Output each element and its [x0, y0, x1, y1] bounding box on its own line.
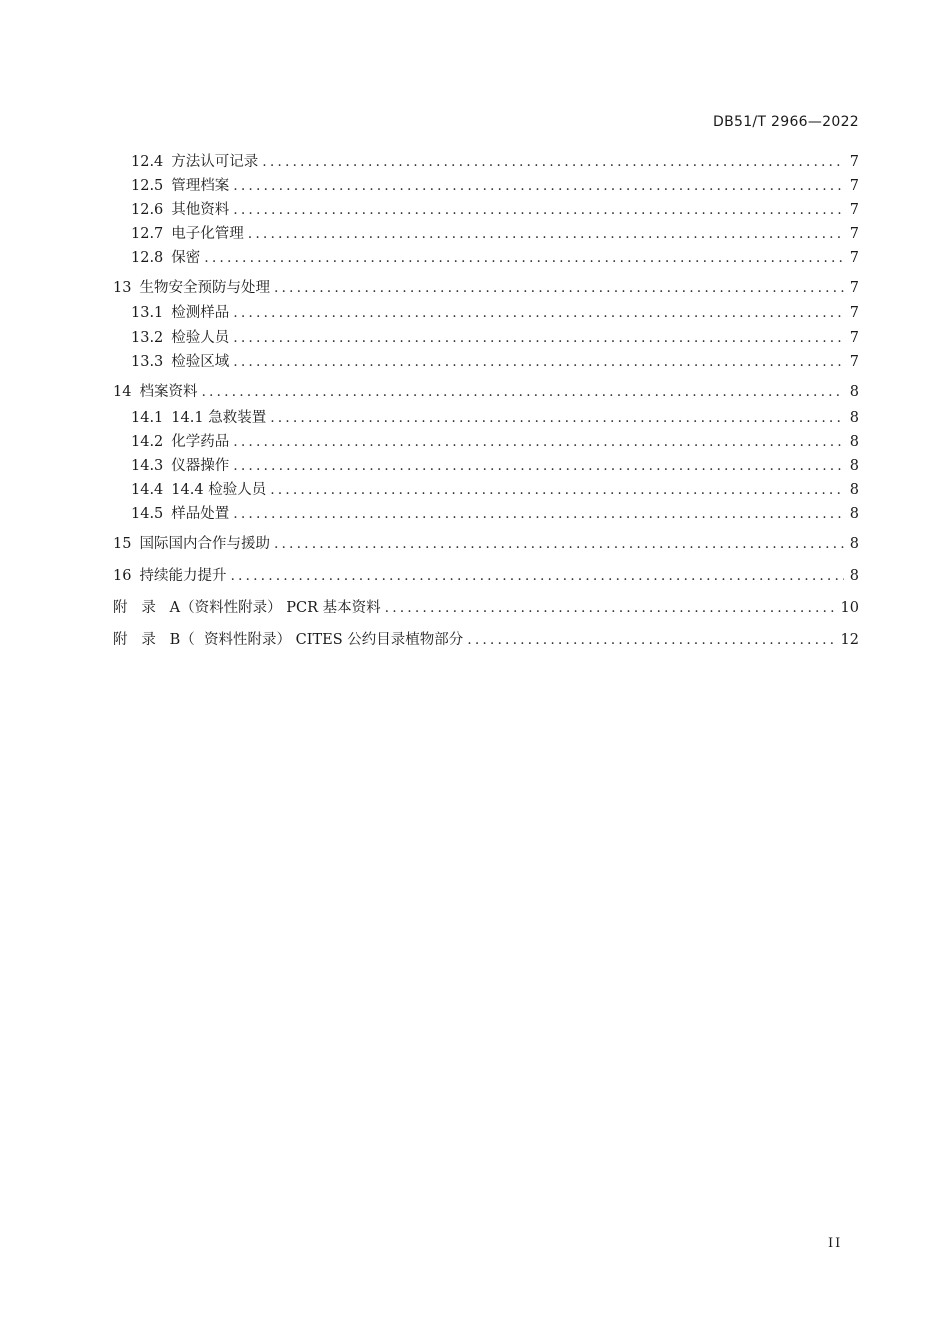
toc-title: 电子化管理 [171, 226, 244, 242]
toc-number: 12.8 [131, 250, 164, 266]
toc-entry-14[interactable] [113, 381, 859, 403]
toc-title: 保密 [171, 250, 201, 266]
toc-number: 14.1 [131, 410, 164, 426]
toc-leader [233, 503, 843, 525]
toc-title: 其他资料 [171, 202, 230, 218]
page-number: II [828, 1236, 843, 1251]
toc-number: 13.3 [131, 354, 164, 370]
toc-title: 检验人员 [171, 330, 230, 346]
toc-leader [270, 407, 844, 429]
toc-page: 12 [840, 632, 859, 648]
toc-title: 方法认可记录 [171, 154, 259, 170]
toc-leader [233, 455, 843, 477]
toc-title: 检测样品 [171, 305, 230, 321]
toc-entry-13[interactable] [113, 277, 859, 299]
toc-leader [233, 175, 843, 197]
toc-number: 15 [113, 536, 132, 552]
toc-number: 13 [113, 280, 132, 296]
toc-leader [262, 151, 843, 173]
toc-page: 7 [849, 354, 859, 370]
toc-title: 国际国内合作与援助 [139, 536, 270, 552]
toc-entry-14-4[interactable] [131, 479, 859, 501]
toc-leader [201, 381, 843, 403]
toc-entry-14-3[interactable] [131, 455, 859, 477]
toc-entry-13-2[interactable] [131, 327, 859, 349]
toc-page: 8 [849, 410, 859, 426]
toc-title: 持续能力提升 [139, 568, 227, 584]
toc-page: 8 [849, 568, 859, 584]
toc-number: 14.4 [131, 482, 164, 498]
toc-leader [270, 479, 844, 501]
toc-page: 7 [849, 202, 859, 218]
toc-title: 14.1 急救装置 [171, 410, 267, 426]
toc-entry-13-3[interactable] [131, 351, 859, 373]
toc-title: 管理档案 [171, 178, 230, 194]
toc-number: 12.4 [131, 154, 164, 170]
document-code: DB51/T 2966—2022 [713, 114, 859, 130]
toc-leader [233, 327, 843, 349]
toc-entry-16[interactable] [113, 565, 859, 587]
toc-number: 14.3 [131, 458, 164, 474]
toc-entry-12-5[interactable] [131, 175, 859, 197]
toc-number: 13.1 [131, 305, 164, 321]
toc-leader [248, 223, 844, 245]
toc-entry-appendix-a[interactable] [113, 597, 859, 619]
toc-entry-12-8[interactable] [131, 247, 859, 269]
toc-number: 14.2 [131, 434, 164, 450]
toc-page: 8 [849, 482, 859, 498]
toc-entry-14-2[interactable] [131, 431, 859, 453]
toc-leader [204, 247, 843, 269]
toc-page: 7 [849, 226, 859, 242]
toc-page: 8 [849, 458, 859, 474]
toc-number: 附 录 A（ [113, 600, 195, 616]
toc-page: 7 [849, 250, 859, 266]
toc-title: 14.4 检验人员 [171, 482, 267, 498]
toc-page: 8 [849, 434, 859, 450]
toc-number: 附 录 B（ [113, 632, 205, 648]
toc-title: 生物安全预防与处理 [139, 280, 270, 296]
toc-entry-appendix-b[interactable] [113, 629, 859, 651]
toc-title: 样品处置 [171, 506, 230, 522]
toc-page: 7 [849, 330, 859, 346]
toc-number: 12.5 [131, 178, 164, 194]
toc-entry-15[interactable] [113, 533, 859, 555]
toc-page: 8 [849, 536, 859, 552]
toc-number: 16 [113, 568, 132, 584]
toc-entry-14-1[interactable] [131, 407, 859, 429]
toc-leader [385, 597, 835, 619]
toc-leader [233, 199, 843, 221]
toc-entry-12-7[interactable] [131, 223, 859, 245]
toc-title: 仪器操作 [171, 458, 230, 474]
toc-leader [233, 351, 843, 373]
toc-leader [274, 533, 844, 555]
toc-leader [230, 565, 843, 587]
toc-page: 10 [840, 600, 859, 616]
toc-entry-14-5[interactable] [131, 503, 859, 525]
toc-page: 8 [849, 506, 859, 522]
toc-title: 档案资料 [139, 384, 198, 400]
toc-leader [274, 277, 844, 299]
toc-number: 13.2 [131, 330, 164, 346]
toc-number: 12.7 [131, 226, 164, 242]
toc-page: 7 [849, 305, 859, 321]
toc-entry-12-6[interactable] [131, 199, 859, 221]
toc-title: 检验区域 [171, 354, 230, 370]
toc-entry-13-1[interactable] [131, 302, 859, 324]
toc-leader [467, 629, 834, 651]
toc-page: 7 [849, 280, 859, 296]
toc-title: 资料性附录） CITES 公约目录植物部分 [204, 632, 464, 648]
toc-page: 8 [849, 384, 859, 400]
toc-page: 7 [849, 154, 859, 170]
toc-page: 7 [849, 178, 859, 194]
toc-number: 14.5 [131, 506, 164, 522]
toc-leader [233, 302, 843, 324]
toc-leader [233, 431, 843, 453]
toc-number: 12.6 [131, 202, 164, 218]
toc-number: 14 [113, 384, 132, 400]
toc-title: 化学药品 [171, 434, 230, 450]
toc-entry-12-4[interactable] [131, 151, 859, 173]
toc-title: 资料性附录） PCR 基本资料 [194, 600, 381, 616]
